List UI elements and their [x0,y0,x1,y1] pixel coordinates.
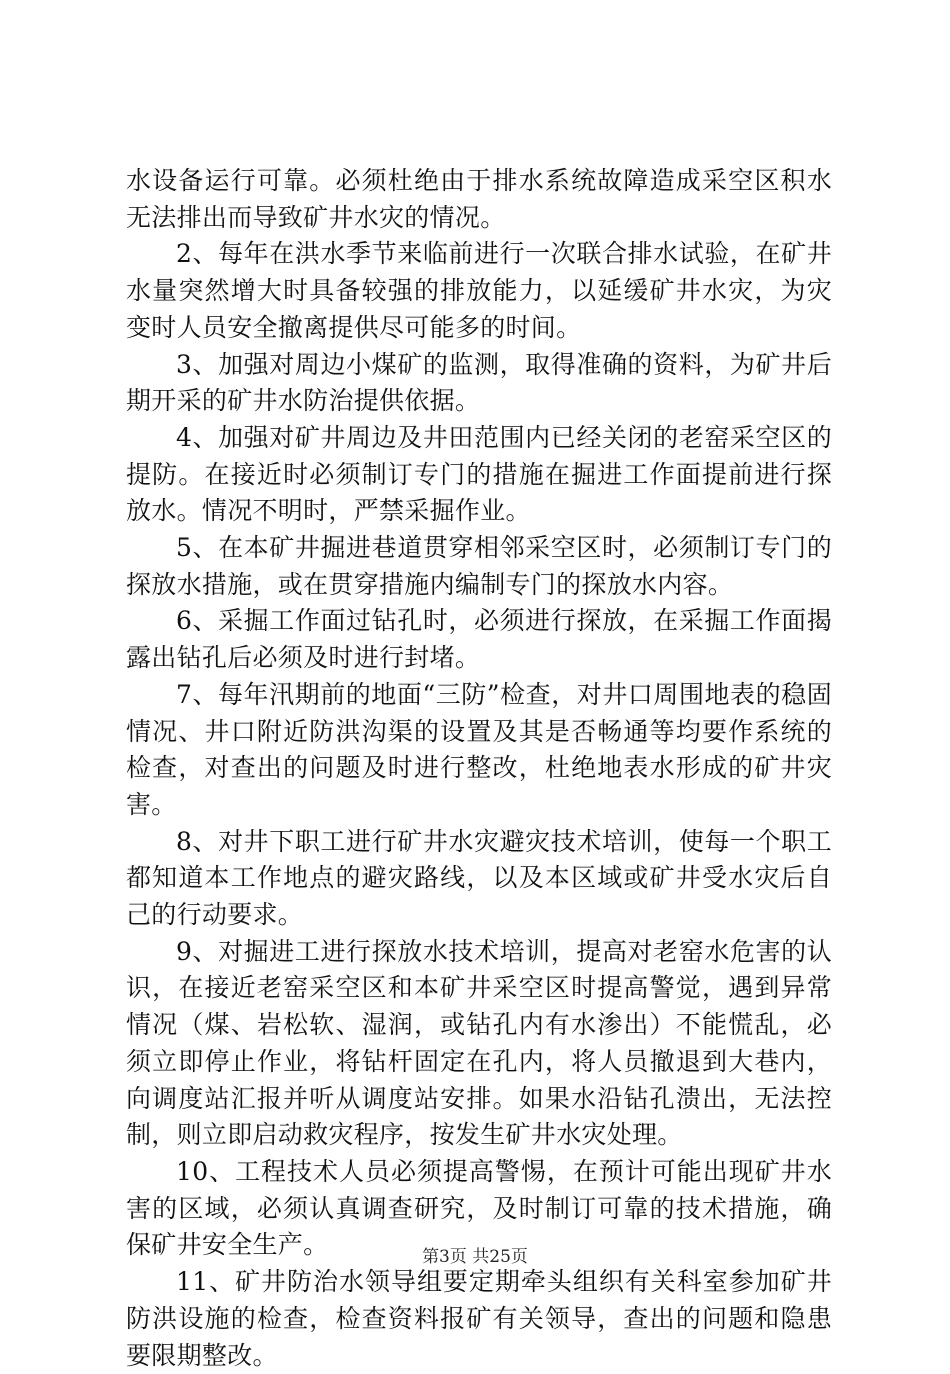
paragraph-continuation: 水设备运行可靠。必须杜绝由于排水系统故障造成采空区积水无法排出而导致矿井水灾的情况。 [126,166,832,232]
paragraph-item-6: 6、采掘工作面过钻孔时，必须进行探放，在采掘工作面揭露出钻孔后必须及时进行封堵。 [126,606,832,673]
paragraph-item-9: 9、对掘进工进行探放水技术培训，提高对老窑水危害的认识，在接近老窑采空区和本矿井采空区时提高警觉，遇到异常情况（煤、岩松软、湿润，或钻孔内有水渗出）不能慌乱，必须立即停止作业，将钻杆固定在孔内，将人员撤退到大巷内，向调度站汇报并听从调度站安排。如果水沿钻孔溃出，无法控制，则立即启动救灾程序，按发生矿井水灾处理。 [126,936,832,1150]
paragraph-item-5: 5、在本矿井掘进巷道贯穿相邻采空区时，必须制订专门的探放水措施，或在贯穿措施内编制专门的探放水内容。 [126,533,832,599]
paragraph-item-3: 3、加强对周边小煤矿的监测，取得准确的资料，为矿井后期开采的矿井水防治提供依据。 [126,349,832,416]
paragraph-item-11: 11、矿井防治水领导组要定期牵头组织有关科室参加矿井防洪设施的检查，检查资料报矿有关领导，查出的问题和隐患要限期整改。 [126,1267,832,1370]
page-number-footer: 第3页 共25页 [422,1247,528,1267]
paragraph-item-10: 10、工程技术人员必须提高警惕，在预计可能出现矿井水害的区域，必须认真调查研究，及时制订可靠的技术措施，确保矿井安全生产。 [126,1156,832,1260]
paragraph-item-4: 4、加强对矿井周边及井田范围内已经关闭的老窑采空区的提防。在接近时必须制订专门的措施在掘进工作面提前进行探放水。情况不明时，严禁采掘作业。 [126,422,832,526]
paragraph-item-7: 7、每年汛期前的地面“三防”检查，对井口周围地表的稳固情况、井口附近防洪沟渠的设置及其是否畅通等均要作系统的检查，对查出的问题及时进行整改，杜绝地表水形成的矿井灾害。 [126,679,832,819]
paragraph-item-2: 2、每年在洪水季节来临前进行一次联合排水试验，在矿井水量突然增大时具备较强的排放能力，以延缓矿井水灾，为灾变时人员安全撤离提供尽可能多的时间。 [126,239,832,342]
paragraph-item-8: 8、对井下职工进行矿井水灾避灾技术培训，使每一个职工都知道本工作地点的避灾路线，以及本区域或矿井受水灾后自己的行动要求。 [126,826,832,930]
document-body [126,163,832,1374]
